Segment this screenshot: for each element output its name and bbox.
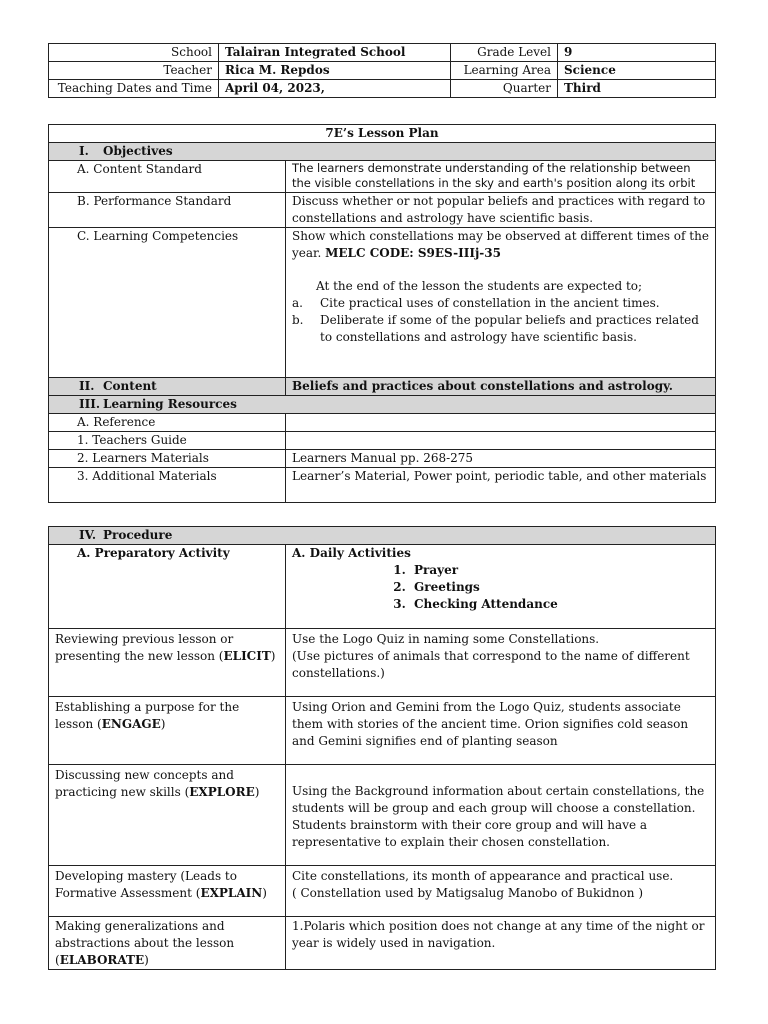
content-label: Content — [103, 379, 157, 393]
explain-keyword: EXPLAIN — [200, 886, 263, 900]
competencies-list — [292, 295, 709, 346]
competency-marker: b. — [292, 313, 304, 327]
competency-item — [292, 312, 709, 346]
school-label: School — [49, 44, 219, 62]
explain-note: ( Constellation used by Matigsalug Manobo of Bukidnon ) — [292, 886, 643, 900]
elicit-keyword: ELICIT — [223, 649, 271, 663]
engage-value: Using Orion and Gemini from the Logo Quiz, students associate them with stories of the ancient time. Orion signifies cold season and Gemini signifies end of planting season — [286, 697, 716, 765]
procedure-table — [48, 526, 716, 970]
elicit-note: (Use pictures of animals that correspond to the name of different constellations.) — [292, 649, 690, 680]
resources-label: Learning Resources — [103, 397, 237, 411]
learning-competencies-value — [286, 228, 716, 378]
melc-code: MELC CODE: S9ES-IIIj-35 — [325, 246, 501, 260]
header-table — [48, 43, 716, 98]
daily-activity-item: 2. Greetings — [410, 579, 709, 596]
lesson-plan-table — [48, 124, 716, 503]
explain-label-text: Developing mastery (Leads to Formative Assessment ( — [55, 869, 237, 900]
elicit-label: Reviewing previous lesson or presenting the new lesson (ELICIT) — [49, 629, 286, 697]
procedure-label: Procedure — [103, 528, 173, 542]
quarter-value: Third — [558, 80, 716, 98]
competencies-statement — [292, 228, 709, 262]
learners-materials-label: 2. Learners Materials — [49, 450, 286, 468]
grade-level-label: Grade Level — [451, 44, 558, 62]
explore-label-text: Discussing new concepts and practicing new skills ( — [55, 768, 234, 799]
daily-activity-item: 3. Checking Attendance — [410, 596, 709, 613]
teacher-value: Rica M. Repdos — [219, 62, 451, 80]
teacher-label: Teacher — [49, 62, 219, 80]
learning-competencies-label: C. Learning Competencies — [49, 228, 286, 378]
engage-label: Establishing a purpose for the lesson (ENGAGE) — [49, 697, 286, 765]
content-standard-label: A. Content Standard — [49, 161, 286, 193]
learning-resources-heading — [49, 396, 716, 414]
learning-area-value: Science — [558, 62, 716, 80]
explain-label: Developing mastery (Leads to Formative Assessment (EXPLAIN) — [49, 866, 286, 917]
teachers-guide-label: 1. Teachers Guide — [49, 432, 286, 450]
procedure-heading — [49, 527, 716, 545]
objectives-number: I. — [79, 144, 89, 158]
elicit-value — [286, 629, 716, 697]
additional-materials-label: 3. Additional Materials — [49, 468, 286, 503]
explore-keyword: EXPLORE — [189, 785, 255, 799]
preparatory-activity-label: A. Preparatory Activity — [49, 545, 286, 629]
learners-materials-value: Learners Manual pp. 268-275 — [286, 450, 716, 468]
content-number: II. — [79, 379, 95, 393]
elaborate-label: Making generalizations and abstractions about the lesson (ELABORATE) — [49, 917, 286, 970]
plan-title: 7E’s Lesson Plan — [49, 125, 716, 143]
competency-item — [292, 295, 709, 312]
teaching-dates-value: April 04, 2023, — [219, 80, 451, 98]
reference-value — [286, 414, 716, 432]
explore-label: Discussing new concepts and practicing new skills (EXPLORE) — [49, 765, 286, 866]
learning-area-label: Learning Area — [451, 62, 558, 80]
competencies-intro: At the end of the lesson the students are expected to; — [316, 279, 643, 293]
content-heading — [49, 378, 286, 396]
elaborate-label-text: Making generalizations and abstractions about the lesson ( — [55, 919, 235, 967]
teaching-dates-label: Teaching Dates and Time — [49, 80, 219, 98]
grade-level-value: 9 — [558, 44, 716, 62]
content-standard-value: The learners demonstrate understanding of the relationship between the visible constellations in the sky and earth's position along its orbit — [286, 161, 716, 193]
daily-activities-label: A. Daily Activities — [292, 546, 411, 560]
elaborate-keyword: ELABORATE — [59, 953, 145, 967]
explain-text: Cite constellations, its month of appearance and practical use. — [292, 869, 674, 883]
daily-activities-cell — [286, 545, 716, 629]
competency-text: Cite practical uses of constellation in the ancient times. — [320, 296, 660, 310]
procedure-number: IV. — [79, 528, 97, 542]
competencies-text: Show which constellations may be observed at different times of the year. — [292, 229, 709, 260]
elicit-text: Use the Logo Quiz in naming some Constellations. — [292, 632, 600, 646]
content-value: Beliefs and practices about constellations and astrology. — [286, 378, 716, 396]
school-value: Talairan Integrated School — [219, 44, 451, 62]
competency-marker: a. — [292, 296, 303, 310]
elicit-label-text: Reviewing previous lesson or presenting the new lesson ( — [55, 632, 234, 663]
objectives-heading — [49, 143, 716, 161]
daily-activity-item: 1. Prayer — [410, 562, 709, 579]
elaborate-value: 1.Polaris which position does not change at any time of the night or year is widely used in navigation. — [286, 917, 716, 970]
additional-materials-value: Learner’s Material, Power point, periodic table, and other materials — [286, 468, 716, 503]
competency-text: Deliberate if some of the popular beliefs and practices related to constellations and astrology have scientific basis. — [320, 313, 699, 344]
quarter-label: Quarter — [451, 80, 558, 98]
engage-label-text: Establishing a purpose for the lesson ( — [55, 700, 240, 731]
explain-value — [286, 866, 716, 917]
daily-activities-list — [292, 562, 709, 613]
explore-value: Using the Background information about certain constellations, the students will be group and each group will choose a constellation. Students brainstorm with their core group and will have a representative to explain their chosen constellation. — [286, 765, 716, 866]
reference-label: A. Reference — [49, 414, 286, 432]
engage-keyword: ENGAGE — [101, 717, 161, 731]
objectives-label: Objectives — [103, 144, 173, 158]
performance-standard-label: B. Performance Standard — [49, 193, 286, 228]
performance-standard-value: Discuss whether or not popular beliefs and practices with regard to constellations and astrology have scientific basis. — [286, 193, 716, 228]
resources-number: III. — [79, 397, 101, 411]
teachers-guide-value — [286, 432, 716, 450]
